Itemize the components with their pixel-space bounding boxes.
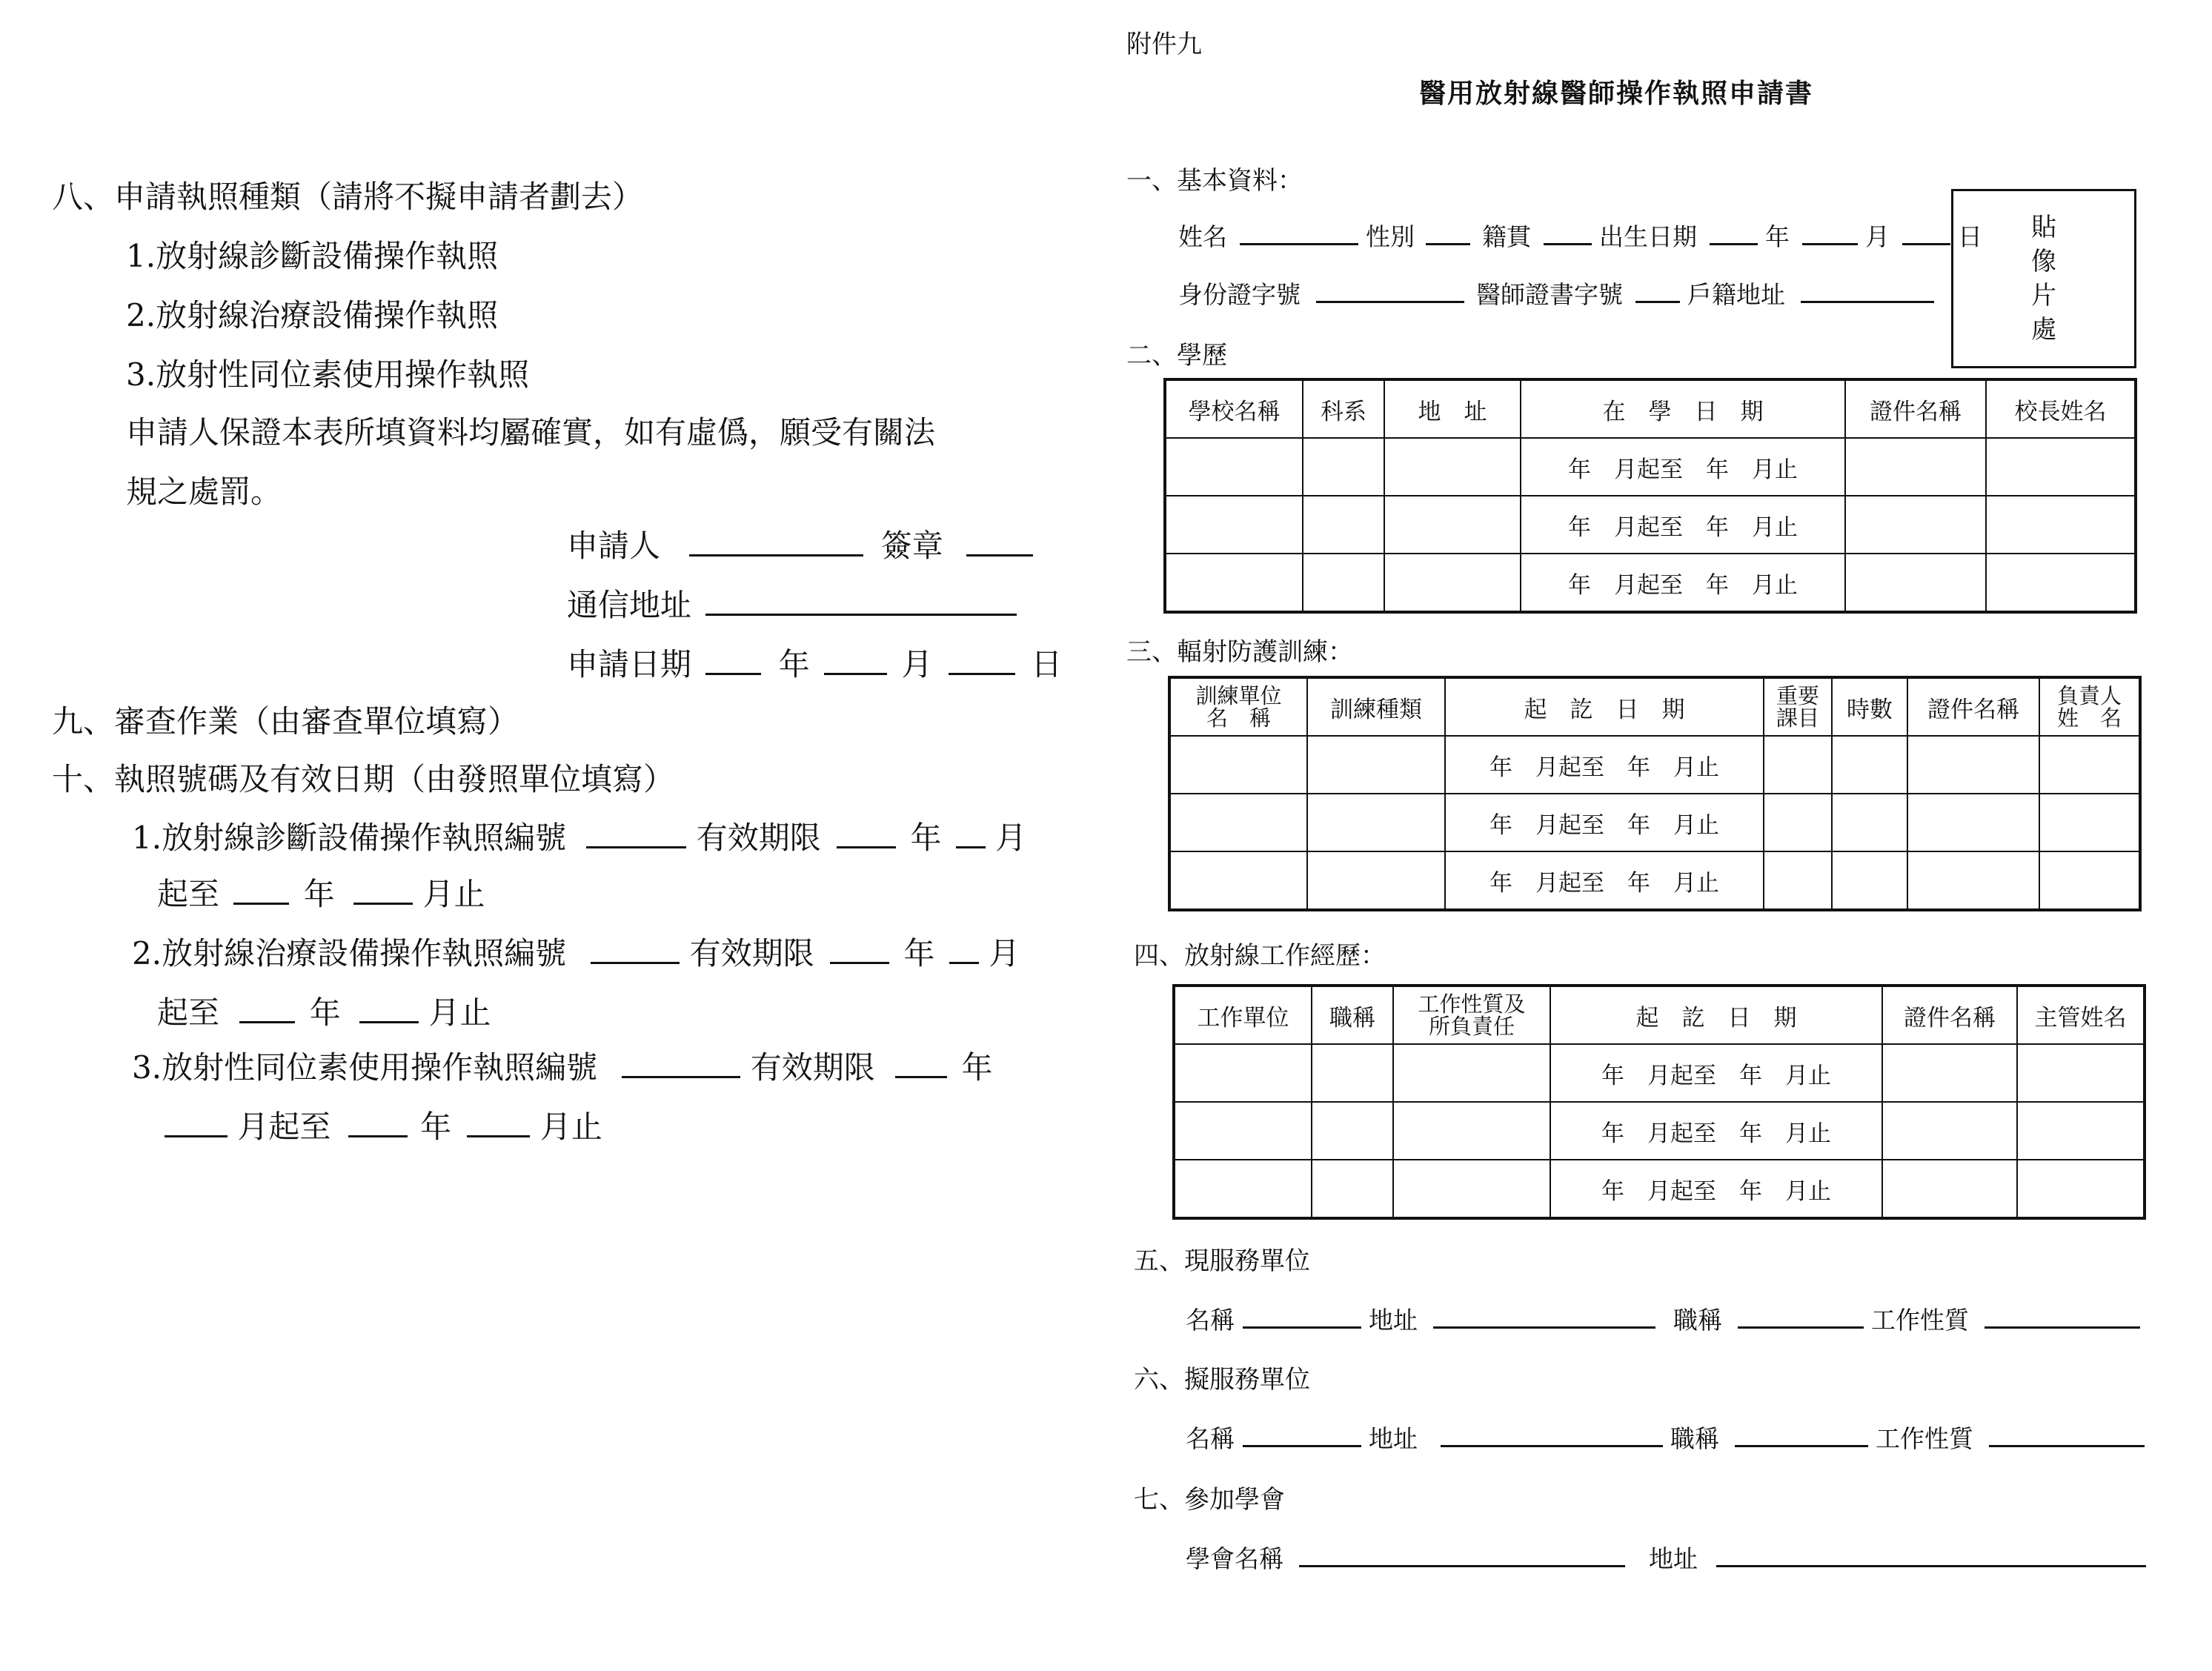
annex-label: 附件九 [1126, 30, 1202, 59]
table-cell[interactable] [1307, 736, 1445, 794]
header-train-period: 起 訖 日 期 [1445, 677, 1764, 736]
society-addr-label: 地址 [1649, 1544, 1698, 1573]
table-row [1174, 1160, 2145, 1218]
table-cell[interactable] [2017, 1102, 2145, 1160]
section-4-title: 四、放射線工作經歷： [1134, 941, 1386, 971]
header-work-cert: 證件名稱 [1882, 986, 2017, 1044]
id-number-field[interactable] [1316, 279, 1464, 303]
svc-name-label: 名稱 [1186, 1306, 1235, 1335]
address-field[interactable] [705, 582, 1017, 616]
header-school: 學校名稱 [1165, 379, 1303, 438]
applicant-field[interactable] [689, 523, 863, 557]
applicant-label: 申請人 [567, 528, 661, 564]
table-cell[interactable] [1384, 496, 1521, 554]
table-cell[interactable] [1312, 1102, 1393, 1160]
birth-month-field[interactable] [1802, 221, 1858, 245]
table-cell[interactable] [1169, 794, 1307, 851]
apply-date-label: 申請日期 [567, 646, 692, 682]
period-cell[interactable]: 年 月起至 年 月止 [1521, 554, 1845, 612]
native-field[interactable] [1544, 221, 1592, 245]
month-end-label: 月止 [539, 1109, 602, 1145]
table-cell[interactable] [1384, 554, 1521, 612]
license-1-end-month-field[interactable] [353, 871, 413, 905]
valid-label: 有效期限 [689, 935, 814, 971]
seal-label: 簽章 [880, 528, 943, 564]
section-10-title: 十、執照號碼及有效日期（由發照單位填寫） [52, 761, 675, 797]
table-cell[interactable] [1174, 1044, 1312, 1102]
current-svc-nature-field[interactable] [1985, 1304, 2140, 1329]
table-header-row [1169, 677, 2140, 736]
day-label: 日 [1031, 646, 1063, 682]
name-field[interactable] [1240, 221, 1358, 245]
table-cell[interactable] [1882, 1044, 2017, 1102]
month-from-label: 月起至 [237, 1109, 331, 1145]
license-1-row [132, 815, 1026, 859]
header-responsible-a: 負責人 [2056, 683, 2122, 708]
planned-svc-nature-field[interactable] [1989, 1423, 2145, 1447]
table-cell[interactable] [1832, 736, 1907, 794]
period-cell[interactable]: 年 月起至 年 月止 [1521, 496, 1845, 554]
table-header-row [1165, 379, 2136, 438]
svc-addr-label: 地址 [1369, 1424, 1418, 1453]
header-responsible-b: 姓 名 [2056, 705, 2122, 731]
table-cell[interactable] [1882, 1160, 2017, 1218]
year-label: 年 [910, 820, 942, 856]
month-end-label: 月止 [422, 876, 485, 912]
year-label: 年 [778, 646, 810, 682]
table-row [1174, 1044, 2145, 1102]
table-cell[interactable] [1165, 438, 1303, 496]
table-cell[interactable] [1312, 1044, 1393, 1102]
current-svc-addr-field[interactable] [1433, 1304, 1655, 1329]
table-cell[interactable] [2039, 736, 2140, 794]
table-cell[interactable] [1986, 438, 2136, 496]
table-cell[interactable] [1307, 851, 1445, 910]
license-2-month-field[interactable] [949, 931, 979, 964]
header-train-unit [1169, 677, 1307, 736]
year-label: 年 [961, 1049, 993, 1086]
license-1-row-b [157, 871, 485, 915]
photo-char-1: 貼 [2031, 213, 2056, 242]
table-cell[interactable] [1393, 1160, 1550, 1218]
table-cell[interactable] [1907, 736, 2039, 794]
section-6-title: 六、擬服務單位 [1134, 1365, 1310, 1395]
header-key-subjects [1764, 677, 1832, 736]
period-cell[interactable]: 年 月起至 年 月止 [1550, 1102, 1882, 1160]
header-work-unit: 工作單位 [1174, 986, 1312, 1044]
table-cell[interactable] [1307, 794, 1445, 851]
license-option-2: 2.放射線治療設備操作執照 [126, 297, 499, 333]
declaration-line-2: 規之處罰。 [126, 474, 282, 510]
header-train-unit-b: 名 稱 [1206, 705, 1271, 731]
license-1-label: 1.放射線診斷設備操作執照編號 [132, 820, 567, 856]
table-cell[interactable] [1845, 496, 1986, 554]
license-2-label: 2.放射線治療設備操作執照編號 [132, 935, 567, 971]
table-cell[interactable] [1303, 438, 1384, 496]
planned-svc-name-field[interactable] [1243, 1423, 1361, 1447]
section-1-title: 一、基本資料： [1126, 166, 1303, 196]
table-cell[interactable] [1764, 736, 1832, 794]
planned-svc-addr-field[interactable] [1441, 1423, 1663, 1447]
header-work-nature-a: 工作性質及 [1418, 991, 1526, 1017]
table-row [1169, 736, 2140, 794]
license-2-end-month-field[interactable] [359, 990, 419, 1023]
photo-char-4: 處 [2031, 315, 2056, 345]
basic-info-row-1 [1178, 221, 1982, 253]
month-label: 月 [989, 935, 1020, 971]
section-2-title: 二、學歷 [1126, 341, 1227, 371]
table-row [1174, 1102, 2145, 1160]
valid-label: 有效期限 [696, 820, 821, 856]
household-label: 戶籍地址 [1687, 280, 1785, 309]
license-1-number-field[interactable] [586, 815, 686, 848]
table-cell[interactable] [1832, 851, 1907, 910]
work-table [1172, 984, 2146, 1220]
table-cell[interactable] [1393, 1102, 1550, 1160]
svc-addr-label: 地址 [1369, 1306, 1418, 1335]
table-cell[interactable] [1832, 794, 1907, 851]
basic-info-row-2 [1178, 279, 1934, 311]
license-2-number-field[interactable] [591, 931, 680, 964]
form-title: 醫用放射線醫師操作執照申請書 [1419, 78, 1814, 109]
table-row [1165, 496, 2136, 554]
planned-svc-title-field[interactable] [1735, 1423, 1868, 1447]
header-key-subjects-b: 課目 [1776, 705, 1819, 731]
year-label: 年 [903, 935, 935, 971]
license-3-row [132, 1045, 993, 1089]
header-work-period: 起 訖 日 期 [1550, 986, 1882, 1044]
period-cell[interactable]: 年 月起至 年 月止 [1550, 1044, 1882, 1102]
svc-name-label: 名稱 [1186, 1424, 1235, 1453]
svc-nature-label: 工作性質 [1871, 1306, 1969, 1335]
header-train-unit-a: 訓練單位 [1195, 683, 1282, 708]
table-row [1165, 438, 2136, 496]
from-label: 起至 [157, 994, 220, 1031]
left-page [0, 0, 1082, 1671]
applicant-row [567, 523, 1033, 567]
table-cell[interactable] [2017, 1160, 2145, 1218]
society-addr-field[interactable] [1716, 1543, 2146, 1567]
cert-number-field[interactable] [1635, 279, 1680, 303]
month-label: 月 [1865, 222, 1890, 251]
birth-label: 出生日期 [1599, 222, 1697, 251]
society-name-label: 學會名稱 [1186, 1544, 1283, 1573]
section-5-title: 五、現服務單位 [1134, 1246, 1310, 1276]
apply-month-field[interactable] [824, 642, 887, 675]
header-work-nature [1393, 986, 1550, 1044]
period-cell[interactable]: 年 月起至 年 月止 [1445, 736, 1764, 794]
valid-label: 有效期限 [750, 1049, 875, 1086]
table-cell[interactable] [1907, 851, 2039, 910]
header-work-nature-b: 所負責任 [1428, 1014, 1515, 1039]
license-1-end-year-field[interactable] [233, 871, 289, 905]
cert-number-label: 醫師證書字號 [1476, 280, 1623, 309]
svc-title-label: 職稱 [1670, 1424, 1719, 1453]
header-dept: 科系 [1303, 379, 1384, 438]
table-cell[interactable] [2017, 1044, 2145, 1102]
license-2-year-field[interactable] [830, 931, 889, 964]
apply-date-row [567, 642, 1062, 685]
header-train-type: 訓練種類 [1307, 677, 1445, 736]
header-supervisor: 主管姓名 [2017, 986, 2145, 1044]
apply-year-field[interactable] [705, 642, 761, 675]
birth-year-field[interactable] [1710, 221, 1758, 245]
header-work-title: 職稱 [1312, 986, 1393, 1044]
license-3-label: 3.放射性同位素使用操作執照編號 [132, 1049, 598, 1086]
license-option-1: 1.放射線診斷設備操作執照 [126, 238, 499, 274]
license-3-number-field[interactable] [622, 1045, 740, 1078]
table-cell[interactable] [1845, 438, 1986, 496]
table-cell[interactable] [1165, 554, 1303, 612]
education-table [1163, 378, 2137, 614]
seal-field[interactable] [966, 523, 1033, 557]
table-header-row [1174, 986, 2145, 1044]
license-3-month-field[interactable] [165, 1104, 227, 1137]
svc-nature-label: 工作性質 [1876, 1424, 1973, 1453]
header-responsible [2039, 677, 2140, 736]
table-cell[interactable] [1764, 851, 1832, 910]
month-end-label: 月止 [428, 994, 491, 1031]
table-cell[interactable] [1384, 438, 1521, 496]
table-cell[interactable] [1312, 1160, 1393, 1218]
apply-day-field[interactable] [949, 642, 1015, 675]
period-cell[interactable]: 年 月起至 年 月止 [1550, 1160, 1882, 1218]
gender-field[interactable] [1426, 221, 1470, 245]
table-cell[interactable] [1986, 496, 2136, 554]
license-3-year-field[interactable] [895, 1045, 947, 1078]
address-row [567, 582, 1017, 626]
declaration-line-1: 申請人保證本表所填資料均屬確實，如有虛僞，願受有關法 [126, 414, 936, 451]
header-hours: 時數 [1832, 677, 1907, 736]
photo-box[interactable] [1951, 189, 2136, 368]
table-cell[interactable] [1174, 1102, 1312, 1160]
month-label: 月 [901, 646, 933, 682]
table-cell[interactable] [1174, 1160, 1312, 1218]
gender-label: 性別 [1366, 222, 1415, 251]
right-page [1112, 0, 2212, 1671]
license-1-month-field[interactable] [956, 815, 986, 848]
header-train-cert: 證件名稱 [1907, 677, 2039, 736]
header-key-subjects-a: 重要 [1776, 683, 1819, 708]
license-3-row-b [165, 1104, 602, 1148]
header-address: 地 址 [1384, 379, 1521, 438]
month-label: 月 [995, 820, 1027, 856]
year-label: 年 [1765, 222, 1790, 251]
year-label: 年 [309, 994, 341, 1031]
photo-char-2: 像 [2031, 247, 2056, 276]
section-9-title: 九、審查作業（由審查單位填寫） [52, 703, 519, 740]
current-svc-title-field[interactable] [1738, 1304, 1864, 1329]
header-principal: 校長姓名 [1986, 379, 2136, 438]
address-label: 通信地址 [567, 587, 692, 623]
current-service-row [1186, 1304, 2140, 1337]
society-row [1186, 1543, 2146, 1575]
name-label: 姓名 [1178, 222, 1227, 251]
table-cell[interactable] [1165, 496, 1303, 554]
license-2-row-b [157, 990, 491, 1034]
year-label: 年 [420, 1109, 452, 1145]
table-cell[interactable] [1764, 794, 1832, 851]
section-3-title: 三、輻射防護訓練： [1126, 637, 1353, 667]
from-label: 起至 [157, 876, 220, 912]
table-cell[interactable] [2039, 851, 2140, 910]
birth-day-field[interactable] [1902, 221, 1950, 245]
license-2-end-year-field[interactable] [239, 990, 295, 1023]
section-8-title: 八、申請執照種類（請將不擬申請者劃去） [52, 179, 644, 215]
id-number-label: 身份證字號 [1178, 280, 1301, 309]
table-cell[interactable] [1907, 794, 2039, 851]
table-cell[interactable] [1303, 554, 1384, 612]
table-row [1169, 851, 2140, 910]
period-cell[interactable]: 年 月起至 年 月止 [1445, 851, 1764, 910]
planned-service-row [1186, 1423, 2145, 1455]
day-label: 日 [1958, 222, 1982, 251]
period-cell[interactable]: 年 月起至 年 月止 [1445, 794, 1764, 851]
society-name-field[interactable] [1299, 1543, 1625, 1567]
table-cell[interactable] [1169, 736, 1307, 794]
photo-char-3: 片 [2031, 281, 2056, 310]
table-row [1169, 794, 2140, 851]
year-label: 年 [303, 876, 335, 912]
table-row [1165, 554, 2136, 612]
table-cell[interactable] [1986, 554, 2136, 612]
table-cell[interactable] [1882, 1102, 2017, 1160]
table-cell[interactable] [2039, 794, 2140, 851]
section-7-title: 七、參加學會 [1134, 1485, 1285, 1515]
table-cell[interactable] [1303, 496, 1384, 554]
household-field[interactable] [1801, 279, 1934, 303]
header-period: 在 學 日 期 [1521, 379, 1845, 438]
license-3-end-month-field[interactable] [467, 1104, 530, 1137]
table-cell[interactable] [1169, 851, 1307, 910]
license-2-row [132, 931, 1020, 974]
license-3-end-year-field[interactable] [348, 1104, 408, 1137]
header-cert: 證件名稱 [1845, 379, 1986, 438]
native-label: 籍貫 [1482, 222, 1531, 251]
current-svc-name-field[interactable] [1243, 1304, 1361, 1329]
training-table [1168, 676, 2142, 911]
period-cell[interactable]: 年 月起至 年 月止 [1521, 438, 1845, 496]
table-cell[interactable] [1845, 554, 1986, 612]
license-option-3: 3.放射性同位素使用操作執照 [126, 356, 530, 393]
svc-title-label: 職稱 [1673, 1306, 1722, 1335]
license-1-year-field[interactable] [837, 815, 896, 848]
table-cell[interactable] [1393, 1044, 1550, 1102]
